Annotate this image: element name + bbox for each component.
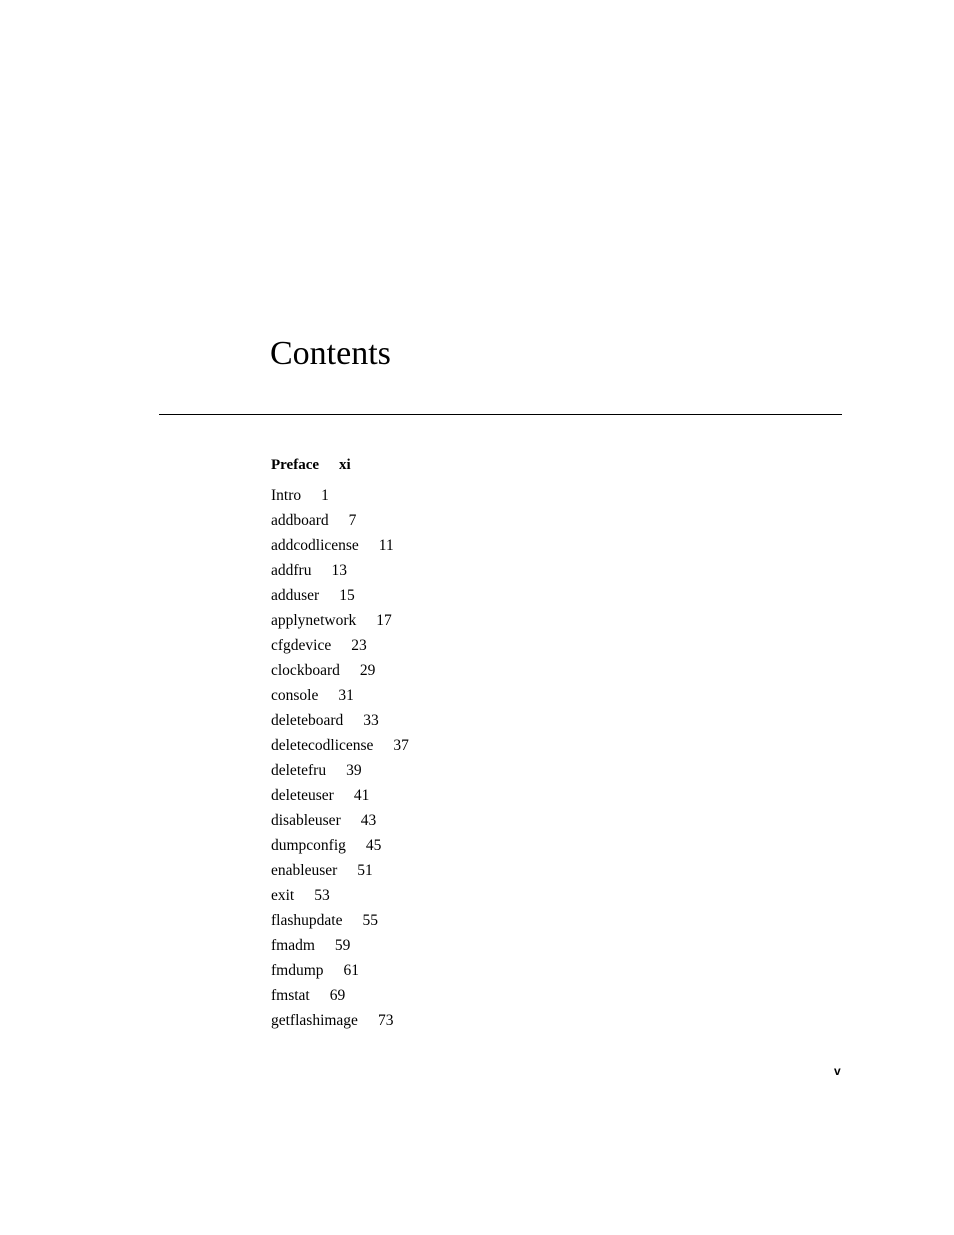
- toc-entry-label: fmdump: [271, 962, 324, 979]
- toc-entry-page: 51: [357, 862, 373, 879]
- page-title: Contents: [270, 335, 391, 372]
- toc-list: [271, 483, 409, 1033]
- toc-entry-label: Preface: [271, 457, 320, 473]
- toc-entry[interactable]: [271, 933, 409, 958]
- toc-entry-page: 11: [378, 537, 394, 554]
- toc-entry-page: xi: [339, 457, 351, 473]
- toc-entry-page: 37: [393, 737, 409, 754]
- toc-entry-page: 55: [362, 912, 378, 929]
- toc-entry-page: 33: [363, 712, 379, 729]
- toc-entry-label: deleteboard: [271, 712, 344, 729]
- toc-entry[interactable]: [271, 708, 409, 733]
- toc-entry[interactable]: [271, 958, 409, 983]
- toc-entry-page: 39: [346, 762, 362, 779]
- toc-entry[interactable]: [271, 758, 409, 783]
- toc-entry-label: cfgdevice: [271, 637, 332, 654]
- toc-entry[interactable]: [271, 633, 409, 658]
- toc-entry-page: 73: [377, 1012, 394, 1029]
- toc-entry-label: enableuser: [271, 862, 338, 879]
- toc-entry-page: 23: [351, 637, 367, 654]
- toc-entry-label: console: [271, 687, 319, 704]
- title-rule: [159, 414, 842, 415]
- toc-entry-label: deletefru: [271, 762, 327, 779]
- toc-entry-label: exit: [271, 887, 295, 904]
- toc-entry[interactable]: [271, 483, 409, 508]
- toc-entry[interactable]: [271, 783, 409, 808]
- toc-entry[interactable]: [271, 608, 409, 633]
- toc-entry-label: dumpconfig: [271, 837, 346, 854]
- toc-entry-label: fmadm: [271, 937, 315, 954]
- page-number: v: [834, 1064, 841, 1078]
- toc-entry-page: 53: [314, 887, 330, 904]
- toc-entry[interactable]: [271, 858, 409, 883]
- toc-entry-page: 29: [359, 662, 376, 679]
- toc-entry-label: adduser: [271, 587, 320, 604]
- toc-entry-page: 7: [348, 512, 357, 529]
- toc-entry[interactable]: [271, 833, 409, 858]
- toc-entry-page: 61: [343, 962, 360, 979]
- toc-entry[interactable]: [271, 683, 409, 708]
- toc-entry-label: fmstat: [271, 987, 310, 1004]
- toc-entry[interactable]: [271, 908, 409, 933]
- toc-entry-label: flashupdate: [271, 912, 343, 929]
- toc-entry-page: 15: [339, 587, 355, 604]
- toc-entry-label: deletecodlicense: [271, 737, 374, 754]
- toc-entry-page: 1: [321, 487, 329, 504]
- toc-entry-label: Intro: [271, 487, 302, 504]
- toc-entry-page: 41: [353, 787, 370, 804]
- toc-entry-page: 69: [329, 987, 346, 1004]
- toc-entry-label: addcodlicense: [271, 537, 359, 554]
- toc-entry-page: 13: [331, 562, 347, 579]
- toc-entry[interactable]: [271, 558, 409, 583]
- toc-entry-page: 43: [360, 812, 377, 829]
- toc-entry[interactable]: [271, 1008, 409, 1033]
- toc-entry[interactable]: [271, 883, 409, 908]
- toc-entry[interactable]: [271, 533, 409, 558]
- toc-entry-page: 17: [376, 612, 392, 629]
- toc-entry-label: deleteuser: [271, 787, 334, 804]
- toc-entry-page: 45: [365, 837, 382, 854]
- toc-entry-label: addfru: [271, 562, 312, 579]
- toc-entry-label: addboard: [271, 512, 329, 529]
- toc-entry-page: 31: [338, 687, 354, 704]
- toc-entry[interactable]: [271, 733, 409, 758]
- toc-entry-page: 59: [334, 937, 351, 954]
- toc-entry[interactable]: [271, 658, 409, 683]
- toc-entry-label: applynetwork: [271, 612, 357, 629]
- toc-entry-preface[interactable]: [271, 454, 351, 476]
- toc-entry-label: clockboard: [271, 662, 340, 679]
- toc-entry[interactable]: [271, 983, 409, 1008]
- toc-entry-label: getflashimage: [271, 1012, 358, 1029]
- toc-entry[interactable]: [271, 583, 409, 608]
- toc-entry-label: disableuser: [271, 812, 341, 829]
- toc-entry[interactable]: [271, 508, 409, 533]
- toc-entry[interactable]: [271, 808, 409, 833]
